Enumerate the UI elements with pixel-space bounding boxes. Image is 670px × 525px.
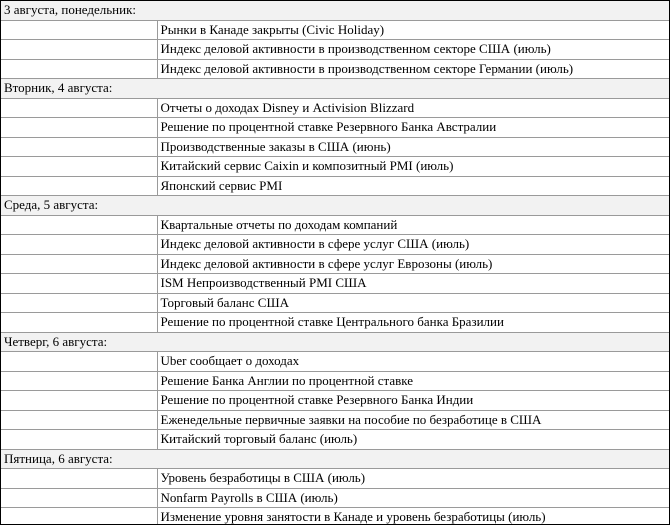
day-header-row (1, 449, 669, 469)
indent-cell (1, 157, 157, 177)
indent-cell (1, 391, 157, 411)
event-row (1, 98, 669, 118)
event-row (1, 293, 669, 313)
event-label: Отчеты о доходах Disney и Activision Blizzard (157, 98, 669, 118)
day-header-row (1, 332, 669, 352)
indent-cell (1, 215, 157, 235)
event-row (1, 488, 669, 508)
event-label: Индекс деловой активности в сфере услуг США (июль) (157, 235, 669, 255)
indent-cell (1, 40, 157, 60)
event-row (1, 235, 669, 255)
day-header-label: 3 августа, понедельник: (1, 1, 669, 20)
indent-cell (1, 293, 157, 313)
indent-cell (1, 254, 157, 274)
indent-cell (1, 98, 157, 118)
indent-cell (1, 430, 157, 450)
event-row (1, 313, 669, 333)
event-row (1, 508, 669, 525)
indent-cell (1, 410, 157, 430)
event-label: Решение по процентной ставке Центрального банка Бразилии (157, 313, 669, 333)
event-row (1, 410, 669, 430)
indent-cell (1, 469, 157, 489)
day-header-row (1, 196, 669, 216)
event-row (1, 469, 669, 489)
economic-calendar-table (1, 1, 670, 525)
event-label: Индекс деловой активности в производственном секторе США (июль) (157, 40, 669, 60)
event-label: Торговый баланс США (157, 293, 669, 313)
event-row (1, 118, 669, 138)
calendar-body (1, 1, 669, 525)
event-row (1, 176, 669, 196)
event-label: Решение по процентной ставке Резервного Банка Индии (157, 391, 669, 411)
event-label: Квартальные отчеты по доходам компаний (157, 215, 669, 235)
event-label: Решение Банка Англии по процентной ставке (157, 371, 669, 391)
indent-cell (1, 176, 157, 196)
indent-cell (1, 59, 157, 79)
event-row (1, 157, 669, 177)
indent-cell (1, 352, 157, 372)
day-header-row (1, 1, 669, 20)
day-header-label: Пятница, 6 августа: (1, 449, 669, 469)
event-label: ISM Непроизводственный PMI США (157, 274, 669, 294)
indent-cell (1, 313, 157, 333)
indent-cell (1, 508, 157, 525)
event-label: Еженедельные первичные заявки на пособие по безработице в США (157, 410, 669, 430)
day-header-label: Среда, 5 августа: (1, 196, 669, 216)
indent-cell (1, 274, 157, 294)
indent-cell (1, 118, 157, 138)
indent-cell (1, 371, 157, 391)
event-row (1, 274, 669, 294)
event-label: Индекс деловой активности в сфере услуг Еврозоны (июль) (157, 254, 669, 274)
event-row (1, 391, 669, 411)
indent-cell (1, 20, 157, 40)
event-label: Nonfarm Payrolls в США (июль) (157, 488, 669, 508)
day-header-label: Четверг, 6 августа: (1, 332, 669, 352)
event-row (1, 137, 669, 157)
event-label: Китайский торговый баланс (июль) (157, 430, 669, 450)
indent-cell (1, 137, 157, 157)
event-label: Китайский сервис Caixin и композитный PMI (июль) (157, 157, 669, 177)
event-row (1, 20, 669, 40)
event-row (1, 59, 669, 79)
event-label: Рынки в Канаде закрыты (Civic Holiday) (157, 20, 669, 40)
event-row (1, 352, 669, 372)
indent-cell (1, 488, 157, 508)
event-row (1, 430, 669, 450)
event-row (1, 254, 669, 274)
event-label: Японский сервис PMI (157, 176, 669, 196)
event-label: Uber сообщает о доходах (157, 352, 669, 372)
event-label: Решение по процентной ставке Резервного Банка Австралии (157, 118, 669, 138)
event-row (1, 371, 669, 391)
event-label: Индекс деловой активности в производственном секторе Германии (июль) (157, 59, 669, 79)
event-row (1, 40, 669, 60)
event-label: Изменение уровня занятости в Канаде и уровень безработицы (июль) (157, 508, 669, 525)
event-label: Уровень безработицы в США (июль) (157, 469, 669, 489)
event-label: Производственные заказы в США (июнь) (157, 137, 669, 157)
indent-cell (1, 235, 157, 255)
event-row (1, 215, 669, 235)
day-header-row (1, 79, 669, 99)
day-header-label: Вторник, 4 августа: (1, 79, 669, 99)
